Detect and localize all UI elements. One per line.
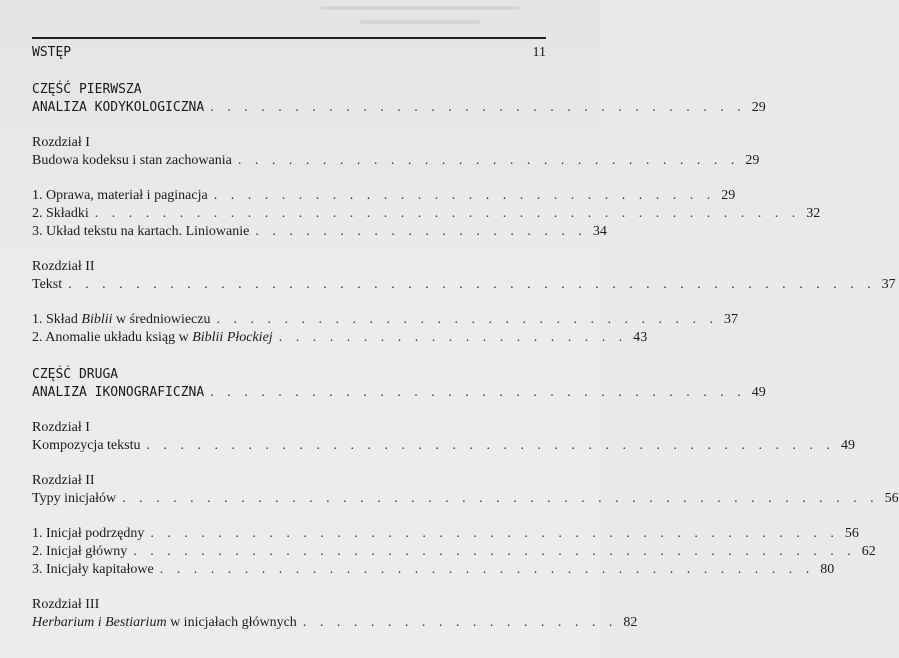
chapter-label: Rozdział III <box>32 597 100 612</box>
toc-entry-chapter: Herbarium i Bestiarium w inicjałach głównych . . . . . . . . . . . . . . . . . . . 82 <box>32 615 638 630</box>
chapter-label: Rozdział II <box>32 473 95 488</box>
page-number: 62 <box>861 544 876 559</box>
entry-title: 2. Składki <box>32 206 89 221</box>
toc-entry-section: 3. Inicjały kapitałowe . . . . . . . . . . . . . . . . . . . . . . . . . . . . . . . . . . . . . . . 80 <box>32 562 835 577</box>
entry-title: Budowa kodeksu i stan zachowania <box>32 153 232 168</box>
page-number: 56 <box>884 491 899 506</box>
entry-title: Kompozycja tekstu <box>32 438 141 453</box>
toc-entry-wstep <box>32 44 546 62</box>
page-number: 56 <box>844 526 859 541</box>
page-number: 37 <box>881 277 896 292</box>
entry-title: ANALIZA IKONOGRAFICZNA <box>32 385 205 400</box>
bleed-line <box>360 20 480 24</box>
toc-entry-section: 1. Skład Biblii w średniowieczu . . . . . . . . . . . . . . . . . . . . . . . . . . . . . . 37 <box>32 312 738 327</box>
entry-title: 1. Inicjał podrzędny <box>32 526 145 541</box>
toc-entry-chapter: Typy inicjałów . . . . . . . . . . . . . . . . . . . . . . . . . . . . . . . . . . . . . . . . . . . . . 56 <box>32 491 899 506</box>
page-number: 34 <box>592 224 607 239</box>
top-rule <box>32 37 546 39</box>
toc-entry-part2: ANALIZA IKONOGRAFICZNA . . . . . . . . . . . . . . . . . . . . . . . . . . . . . . . . 49 <box>32 385 766 400</box>
chapter-label: Rozdział I <box>32 420 90 435</box>
toc-entry-part1: ANALIZA KODYKOLOGICZNA . . . . . . . . . . . . . . . . . . . . . . . . . . . . . . . . 29 <box>32 100 766 115</box>
page-number: 80 <box>820 562 835 577</box>
chapter-label: Rozdział I <box>32 135 90 150</box>
entry-title: 3. Inicjały kapitałowe <box>32 562 154 577</box>
toc-entry-chapter: Tekst . . . . . . . . . . . . . . . . . . . . . . . . . . . . . . . . . . . . . . . . . . . . . . . . 37 <box>32 277 896 292</box>
page-number: 29 <box>751 100 766 115</box>
entry-title: 1. Skład Biblii w średniowieczu <box>32 312 211 327</box>
chapter-label: Rozdział II <box>32 259 95 274</box>
page-number: 32 <box>806 206 821 221</box>
toc-entry-section: 2. Anomalie układu ksiąg w Biblii Płockiej . . . . . . . . . . . . . . . . . . . . . 43 <box>32 330 648 345</box>
entry-title: 3. Układ tekstu na kartach. Liniowanie <box>32 224 250 239</box>
table-of-contents <box>32 44 899 632</box>
part-label: CZĘŚĆ PIERWSZA <box>32 82 142 97</box>
toc-entry-section: 1. Oprawa, materiał i paginacja . . . . . . . . . . . . . . . . . . . . . . . . . . . . . . 29 <box>32 188 736 203</box>
page-number: 43 <box>633 330 648 345</box>
page-number: 29 <box>721 188 736 203</box>
page-number: 82 <box>623 615 638 630</box>
toc-entry-section: 2. Inicjał główny . . . . . . . . . . . . . . . . . . . . . . . . . . . . . . . . . . . . . . . . . . . 62 <box>32 544 876 559</box>
part-label: CZĘŚĆ DRUGA <box>32 367 119 382</box>
page-number: 37 <box>723 312 738 327</box>
entry-title: 2. Anomalie układu ksiąg w Biblii Płockiej <box>32 330 273 345</box>
page-number: 11 <box>532 45 546 60</box>
entry-title: ANALIZA KODYKOLOGICZNA <box>32 100 205 115</box>
entry-title: 2. Inicjał główny <box>32 544 128 559</box>
toc-entry-section: 2. Składki . . . . . . . . . . . . . . . . . . . . . . . . . . . . . . . . . . . . . . . . . . 32 <box>32 206 821 221</box>
entry-title: Herbarium i Bestiarium w inicjałach głównych <box>32 615 297 630</box>
bleed-through-text <box>0 0 600 40</box>
entry-title: WSTĘP <box>32 45 72 60</box>
page-number: 49 <box>751 385 766 400</box>
page-number: 49 <box>840 438 855 453</box>
toc-entry-section: 3. Układ tekstu na kartach. Liniowanie . . . . . . . . . . . . . . . . . . . . 34 <box>32 224 607 239</box>
toc-entry-section: 1. Inicjał podrzędny . . . . . . . . . . . . . . . . . . . . . . . . . . . . . . . . . . . . . . . . . 56 <box>32 526 859 541</box>
toc-entry-chapter: Budowa kodeksu i stan zachowania . . . . . . . . . . . . . . . . . . . . . . . . . . . . . . 29 <box>32 153 760 168</box>
bleed-line <box>320 6 520 10</box>
entry-title: 1. Oprawa, materiał i paginacja <box>32 188 208 203</box>
entry-title: Typy inicjałów <box>32 491 117 506</box>
toc-entry-chapter: Kompozycja tekstu . . . . . . . . . . . . . . . . . . . . . . . . . . . . . . . . . . . . . . . . . 49 <box>32 438 855 453</box>
entry-title: Tekst <box>32 277 63 292</box>
page-number: 29 <box>745 153 760 168</box>
